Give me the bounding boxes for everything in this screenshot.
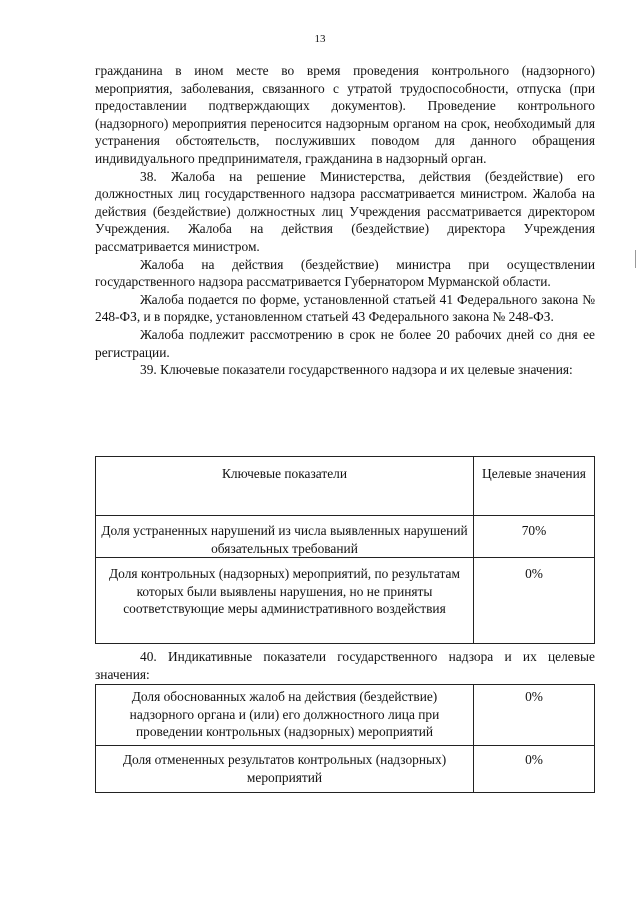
target-cell: 0% [474,746,595,793]
target-cell: 0% [474,685,595,746]
paragraph-continuation: гражданина в ином месте во время проведения контрольного (надзорного) мероприятия, заболевания, связанного с утратой трудоспособности, отпуска (при предоставлении подтверждающих документов). Проведение контрольного (надзорного) мероприятия переносится надзорным органом на срок, необходимый для устранения обстоятельств, послуживших поводом для данного обращения индивидуального предпринимателя, гражданина в надзорный орган. [95,63,595,166]
paragraph-40: 40. Индикативные показатели государственного надзора и их целевые значения: [95,649,595,682]
table-row [96,685,595,746]
header-indicator: Ключевые показатели [96,457,474,516]
paragraph-complaint-form: Жалоба подается по форме, установленной статьей 41 Федерального закона № 248-ФЗ, и в порядке, установленном статьей 43 Федерального закона № 248-ФЗ. [95,291,595,325]
paragraph-complaint-minister: Жалоба на действия (бездействие) министра при осуществлении государственного надзора рассматривается Губернатором Мурманской области. [95,256,595,290]
table-row [96,746,595,793]
body-text-40 [95,648,595,683]
body-text [95,62,595,379]
indicative-indicators-table [95,684,595,793]
table-row [96,558,595,644]
paragraph-complaint-term: Жалоба подлежит рассмотрению в срок не более 20 рабочих дней со дня ее регистрации. [95,326,595,360]
indicator-cell: Доля отмененных результатов контрольных (надзорных) мероприятий [96,746,474,793]
key-indicators-table [95,456,595,644]
paragraph-39: 39. Ключевые показатели государственного надзора и их целевые значения: [140,362,573,378]
indicator-cell: Доля контрольных (надзорных) мероприятий, по результатам которых были выявлены нарушения, но не приняты соответствующие меры административного воздействия [96,558,474,644]
indicator-cell: Доля обоснованных жалоб на действия (бездействие) надзорного органа и (или) его должностного лица при проведении контрольных (надзорных) мероприятий [96,685,474,746]
target-cell: 0% [474,558,595,644]
table-header-row [96,457,595,516]
page-number: 13 [314,33,326,45]
scan-edge-mark [635,250,636,268]
paragraph-38: 38. Жалоба на решение Министерства, действия (бездействие) его должностных лиц государственного надзора рассматривается министром. Жалоба на действия (бездействие) должностных лиц Учреждения рассматривается директором Учреждения. Жалоба на действия (бездействие) директора Учреждения рассматривается министром. [95,168,595,254]
table-row [96,516,595,558]
target-cell: 70% [474,516,595,558]
header-target: Целевые значения [474,457,595,516]
indicator-cell: Доля устраненных нарушений из числа выявленных нарушений обязательных требований [96,516,474,558]
